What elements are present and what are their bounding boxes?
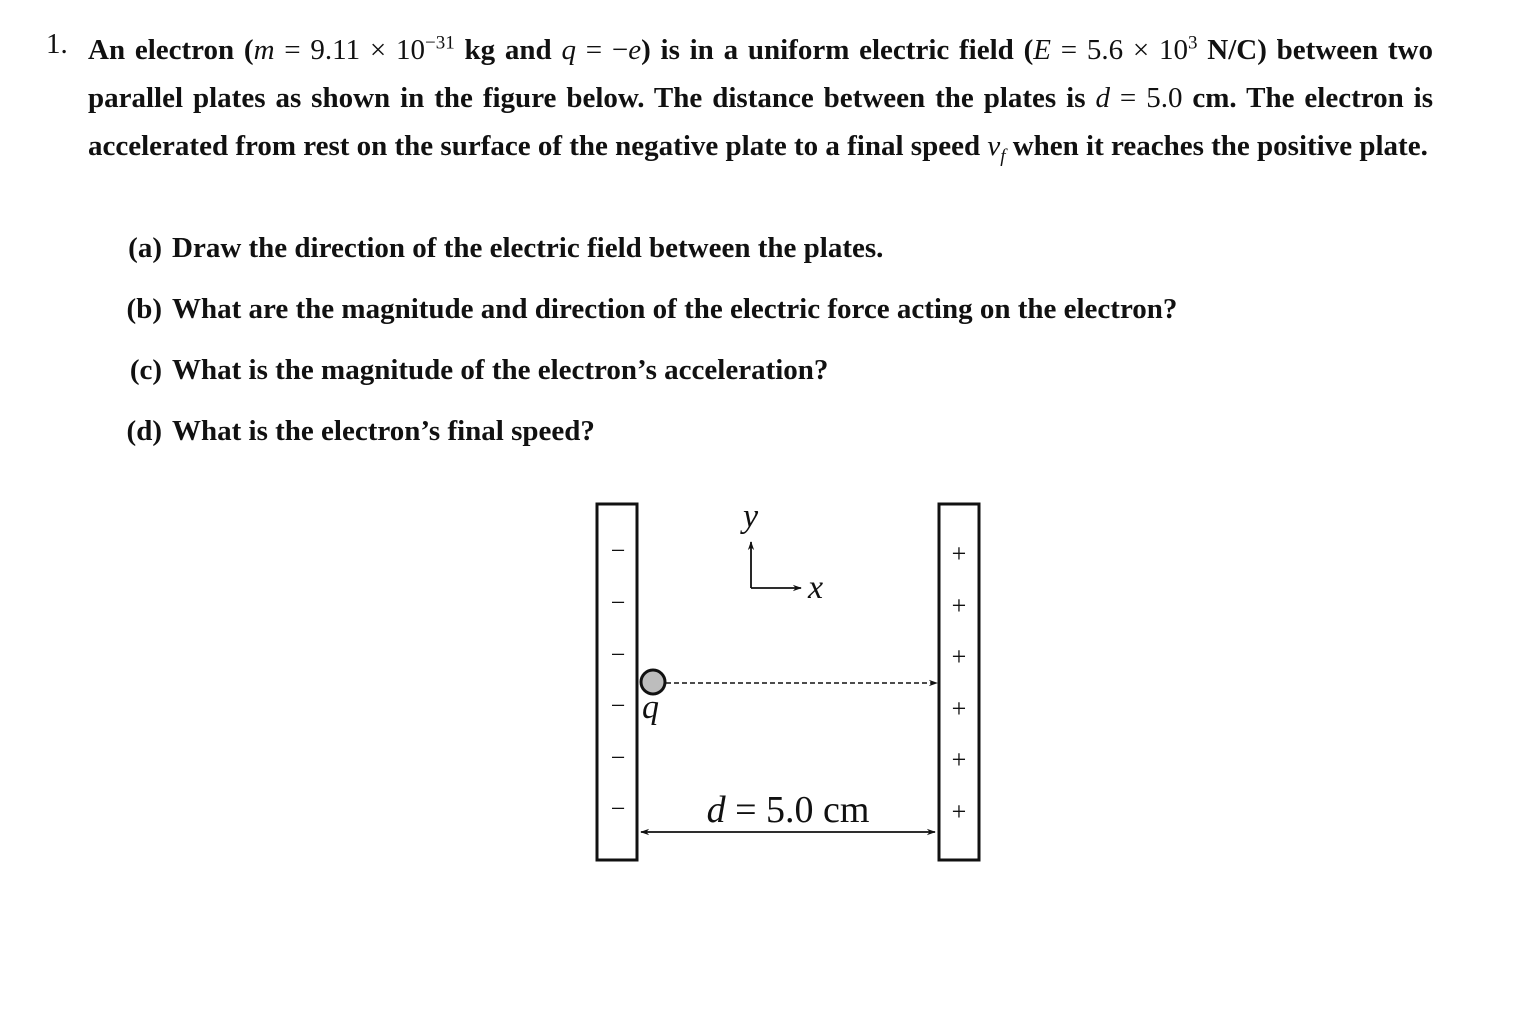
stem-text: N/C) between two parallel plates as shown in the figure below. The distance between the plates is [88, 34, 1434, 114]
stem-text: An electron ( [88, 34, 254, 66]
charge-label: q [642, 689, 659, 726]
part-text: What are the magnitude and direction of the electric force acting on the electron? [172, 293, 1178, 325]
stem-text: ) is in a uniform electric field ( [641, 34, 1034, 66]
positive-charge-sign: + [951, 797, 967, 826]
field-expression: $E = 5.6 \times 10^3$ [1033, 32, 1198, 66]
positive-charge-sign: + [951, 539, 967, 568]
stem-text: when it reaches the positive plate. [1005, 130, 1428, 162]
stem-text: cm. The electron is accelerated from rest on the surface of the negative plate to a final speed [88, 82, 1433, 162]
positive-charge-sign: + [951, 745, 967, 774]
x-axis-label: x [808, 569, 824, 606]
positive-charge-sign: + [951, 591, 967, 620]
part-text: Draw the direction of the electric field between the plates. [172, 232, 884, 264]
distance-label: d = 5.0 cm [706, 789, 870, 831]
part-text: What is the magnitude of the electron’s acceleration? [172, 354, 829, 386]
negative-charge-sign: − [610, 691, 626, 720]
part-text: What is the electron’s final speed? [172, 415, 595, 447]
negative-charge-sign: − [610, 743, 626, 772]
part-label: (b) [126, 293, 162, 325]
positive-charge-sign: + [951, 642, 967, 671]
y-axis-label: y [743, 498, 759, 535]
charge-expression: q = −e [561, 34, 642, 66]
part-label: (a) [128, 232, 162, 264]
negative-charge-sign: − [610, 640, 626, 669]
negative-charge-sign: − [610, 794, 626, 823]
stem-text: kg and [454, 34, 562, 66]
negative-charge-sign: − [610, 536, 626, 565]
part-label: (c) [129, 354, 162, 386]
part-label: (d) [126, 415, 162, 447]
positive-charge-sign: + [951, 694, 967, 723]
mass-expression: $m = 9.11 \times 10^{-31}$ [253, 32, 455, 66]
distance-expression: d = 5.0 [1095, 82, 1183, 114]
negative-charge-sign: − [610, 588, 626, 617]
question-number: 1. [46, 28, 68, 60]
final-speed-symbol: $v_f$ [987, 130, 1006, 167]
